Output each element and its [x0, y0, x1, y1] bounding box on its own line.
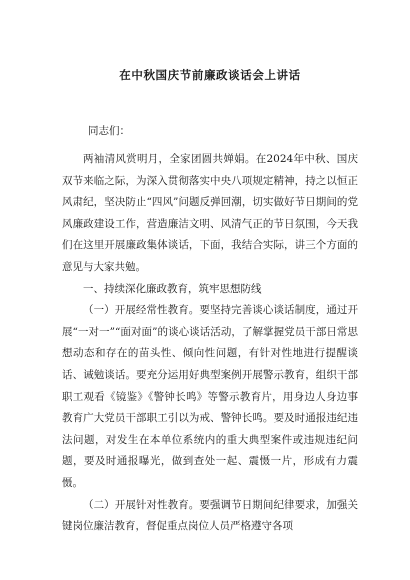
- salutation: 同志们：: [88, 125, 130, 137]
- intro-paragraph: 两袖清风赏明月，全家团圆共婵娟。在2024年中秋、国庆双节来临之际，为深入贯彻落实中央八项规定精神，持之以恒正风肃纪，坚决防止“四风”问题反弹回潮，切实做好节日期间的党风廉政建设工作，营造廉洁文明、风清气正的节日氛围，今天我们在这里开展廉政集体谈话，下面，我结合实际，讲三个方面的意见与大家共勉。: [62, 153, 358, 273]
- document-title: 在中秋国庆节前廉政谈话会上讲话: [119, 68, 301, 82]
- subsection-paragraph-2: （二）开展针对性教育。要强调节日期间纪律要求，加强关键岗位廉洁教育，督促重点岗位人员严格遵守各项: [62, 498, 358, 533]
- section-heading-1: 一、持续深化廉政教育，筑牢思想防线: [83, 282, 262, 295]
- document-body: [62, 149, 358, 538]
- subsection-paragraph-1: （一）开展经常性教育。要坚持完善谈心谈话制度，通过开展“一对一”“面对面”的谈心谈话活动，了解掌握党员干部日常思想动态和存在的苗头性、倾向性问题，有针对性地进行提醒谈话、诫勉谈话。要充分运用好典型案例开展警示教育，组织干部职工观看《镜鉴》《警钟长鸣》等警示教育片，用身边人身边事教育广大党员干部职工引以为戒、警钟长鸣。要及时通报违纪违法问题，对发生在本单位系统内的重大典型案件或违规违纪问题，要及时通报曝光，做到查处一起、震慑一片，形成有力震慑。: [62, 304, 358, 489]
